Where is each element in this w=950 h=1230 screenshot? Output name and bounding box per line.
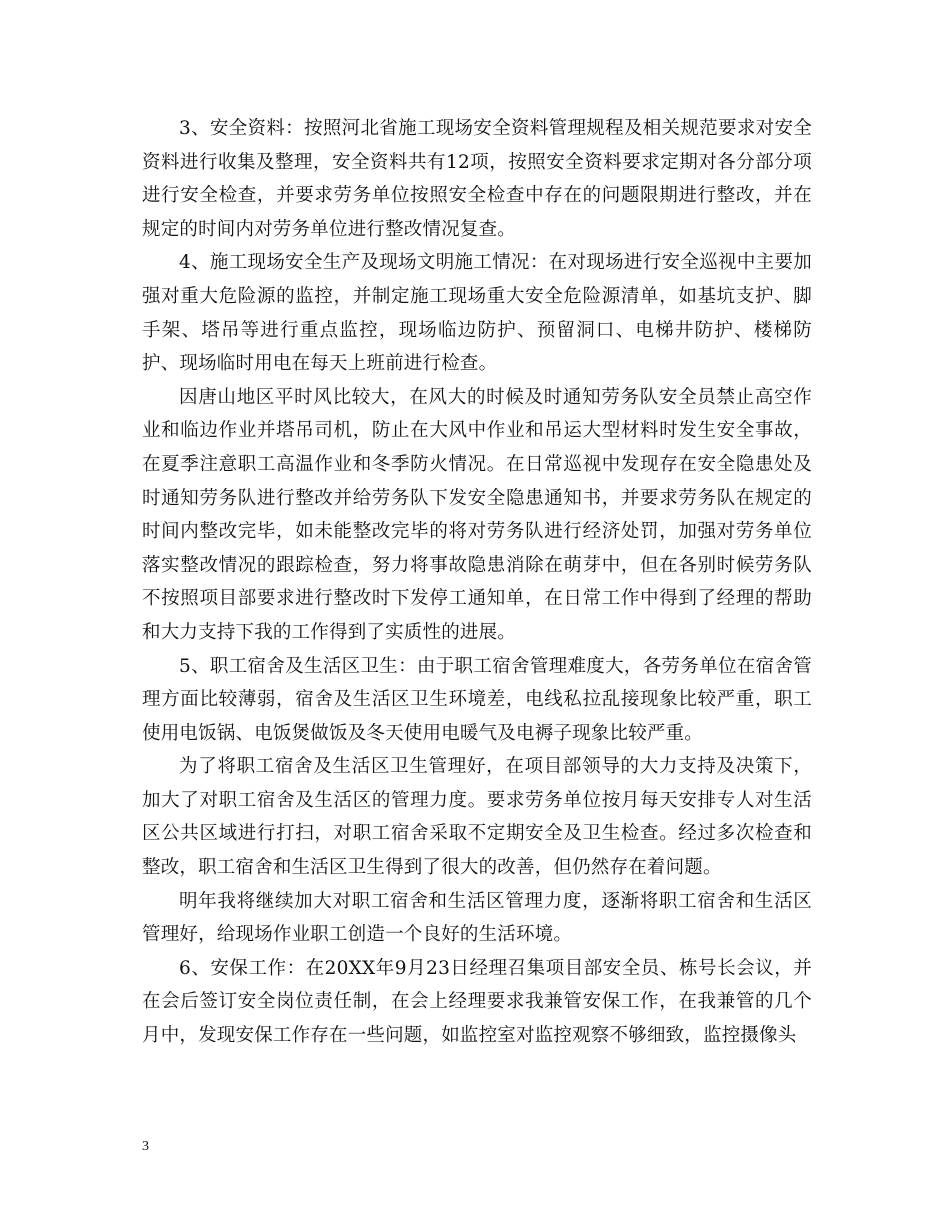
- paragraph-safety-documents: 3、安全资料：按照河北省施工现场安全资料管理规程及相关规范要求对安全资料进行收集及整理，安全资料共有12项，按照安全资料要求定期对各分部分项进行安全检查，并要求劳务单位按照安全检查中存在的问题限期进行整改，并在规定的时间内对劳务单位进行整改情况复查。: [142, 118, 812, 240]
- paragraph-wind-precautions: 因唐山地区平时风比较大，在风大的时候及时通知劳务队安全员禁止高空作业和临边作业并塔吊司机，防止在大风中作业和吊运大型材料时发生安全事故，在夏季注意职工高温作业和冬季防火情况。在日常巡视中发现存在安全隐患处及时通知劳务队进行整改并给劳务队下发安全隐患通知书，并要求劳务队在规定的时间内整改完毕，如未能整改完毕的将对劳务队进行经济处罚，加强对劳务单位落实整改情况的跟踪检查，努力将事故隐患消除在萌芽中，但在各别时候劳务队不按照项目部要求进行整改时下发停工通知单，在日常工作中得到了经理的帮助和大力支持下我的工作得到了实质性的进展。: [142, 386, 812, 643]
- paragraph-next-year-plan: 明年我将继续加大对职工宿舍和生活区管理力度，逐渐将职工宿舍和生活区管理好，给现场作业职工创造一个良好的生活环境。: [142, 890, 812, 946]
- paragraph-dormitory-management: 为了将职工宿舍及生活区卫生管理好，在项目部领导的大力支持及决策下，加大了对职工宿舍及生活区的管理力度。要求劳务单位按月每天安排专人对生活区公共区域进行打扫，对职工宿舍采取不定期安全及卫生检查。经过多次检查和整改，职工宿舍和生活区卫生得到了很大的改善，但仍然存在着问题。: [142, 756, 812, 879]
- page-number: 3: [142, 1139, 149, 1154]
- paragraph-dormitory-hygiene: 5、职工宿舍及生活区卫生：由于职工宿舍管理难度大，各劳务单位在宿舍管理方面比较薄弱，宿舍及生活区卫生环境差，电线私拉乱接现象比较严重，职工使用电饭锅、电饭煲做饭及冬天使用电暖气及电褥子现象比较严重。: [142, 655, 812, 744]
- document-body: [142, 112, 812, 1053]
- paragraph-security-work: 6、安保工作：在20XX年9月23日经理召集项目部安全员、栋号长会议，并在会后签订安全岗位责任制，在会上经理要求我兼管安保工作，在我兼管的几个月中，发现安保工作存在一些问题，如监控室对监控观察不够细致，监控摄像头: [142, 957, 812, 1047]
- paragraph-site-safety-production: 4、施工现场安全生产及现场文明施工情况：在对现场进行安全巡视中主要加强对重大危险源的监控，并制定施工现场重大安全危险源清单，如基坑支护、脚手架、塔吊等进行重点监控，现场临边防护、预留洞口、电梯井防护、楼梯防护、现场临时用电在每天上班前进行检查。: [142, 252, 812, 375]
